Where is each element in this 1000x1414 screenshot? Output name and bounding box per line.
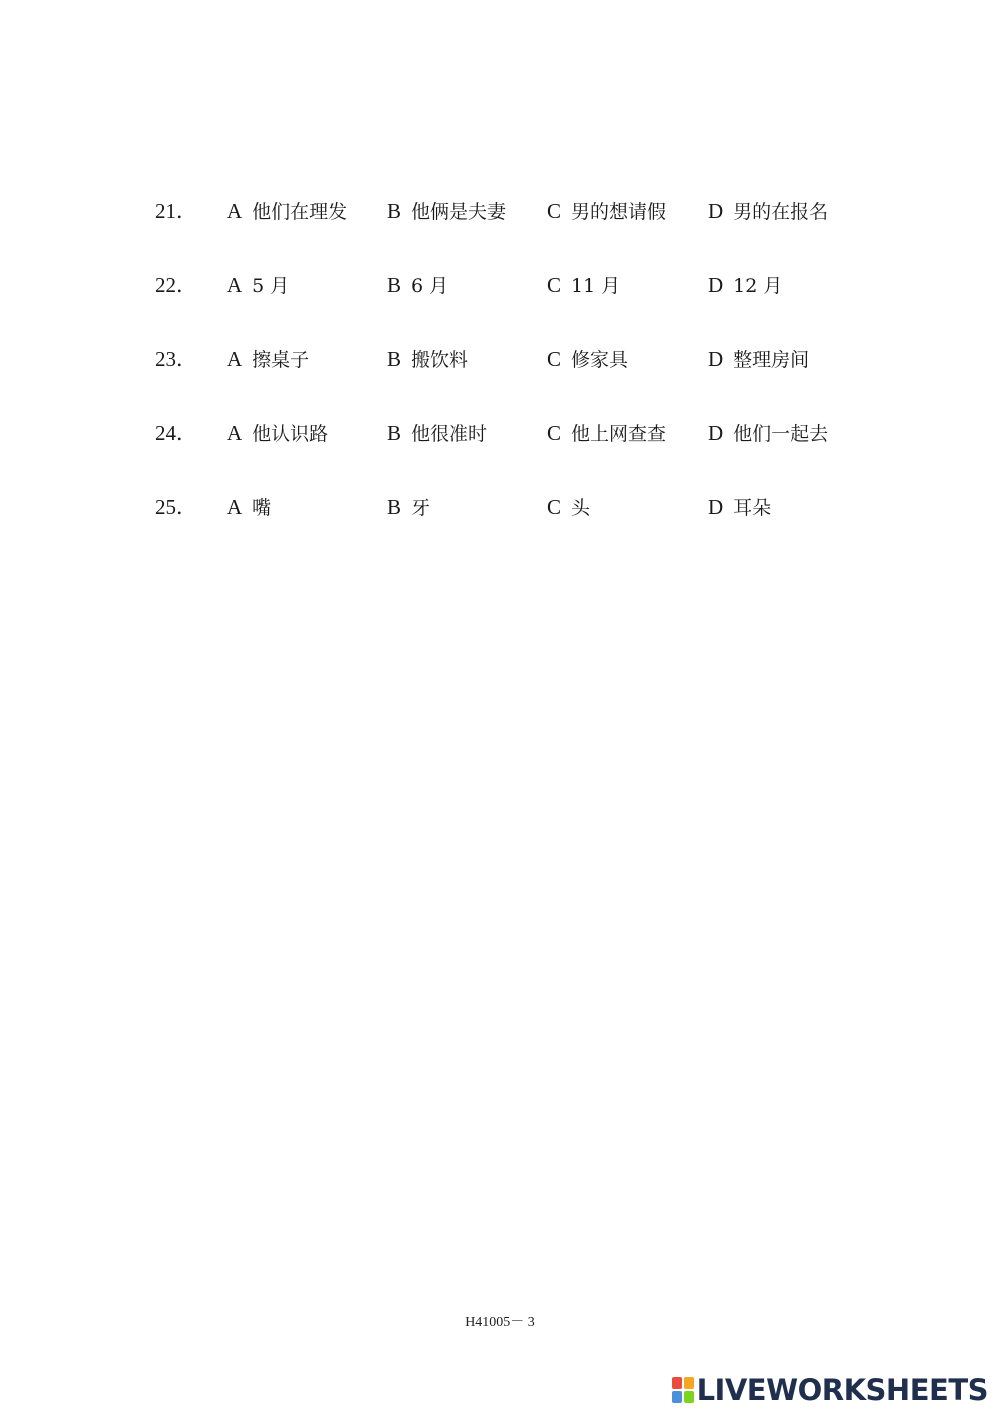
- option-text: 男的想请假: [571, 201, 667, 223]
- option-text: 搬饮料: [411, 349, 469, 371]
- question-row-23: [155, 344, 875, 418]
- option-letter: B: [387, 421, 402, 445]
- option-text: 6 月: [411, 275, 449, 297]
- option-letter: D: [708, 199, 724, 223]
- option-letter: A: [227, 347, 243, 371]
- option-text: 擦桌子: [252, 349, 310, 371]
- option-a[interactable]: [227, 196, 347, 227]
- option-b[interactable]: [387, 196, 506, 227]
- brand-logo[interactable]: [672, 1372, 988, 1408]
- option-text: 修家具: [571, 349, 629, 371]
- option-letter: B: [387, 347, 402, 371]
- question-number: 23．: [155, 347, 197, 371]
- option-text: 嘴: [252, 497, 272, 519]
- option-a[interactable]: [227, 492, 271, 523]
- option-c[interactable]: [547, 196, 666, 227]
- option-text: 他很准时: [411, 423, 488, 445]
- option-text: 他认识路: [252, 423, 329, 445]
- option-text: 11 月: [571, 275, 621, 297]
- option-b[interactable]: [387, 492, 430, 523]
- option-text: 他俩是夫妻: [411, 201, 507, 223]
- option-text: 12 月: [733, 275, 783, 297]
- option-d[interactable]: [708, 492, 771, 523]
- option-c[interactable]: [547, 344, 628, 375]
- option-text: 5 月: [252, 275, 290, 297]
- question-list: [155, 196, 875, 566]
- option-c[interactable]: [547, 270, 620, 301]
- page-code: H41005－ 3: [465, 1315, 535, 1330]
- option-letter: A: [227, 199, 243, 223]
- question-row-24: [155, 418, 875, 492]
- question-number: 21．: [155, 199, 197, 223]
- option-d[interactable]: [708, 270, 782, 301]
- option-a[interactable]: [227, 344, 309, 375]
- option-letter: D: [708, 273, 724, 297]
- question-number: 22．: [155, 273, 197, 297]
- option-d[interactable]: [708, 196, 828, 227]
- option-letter: B: [387, 495, 402, 519]
- option-text: 牙: [411, 497, 431, 519]
- question-row-21: [155, 196, 875, 270]
- option-text: 整理房间: [733, 349, 810, 371]
- question-number: 24．: [155, 421, 197, 445]
- option-letter: A: [227, 421, 243, 445]
- option-c[interactable]: [547, 492, 590, 523]
- option-text: 男的在报名: [733, 201, 829, 223]
- option-letter: A: [227, 495, 243, 519]
- option-b[interactable]: [387, 344, 468, 375]
- brand-mark-tile: [672, 1377, 682, 1389]
- option-letter: A: [227, 273, 243, 297]
- option-letter: C: [547, 421, 562, 445]
- option-letter: D: [708, 421, 724, 445]
- brand-mark-tile: [672, 1391, 682, 1403]
- option-text: 头: [571, 497, 591, 519]
- brand-name: LIVEWORKSHEETS: [696, 1373, 988, 1407]
- brand-mark-icon: [672, 1377, 694, 1403]
- option-c[interactable]: [547, 418, 666, 449]
- option-letter: C: [547, 495, 562, 519]
- question-row-25: [155, 492, 875, 566]
- question-number: 25．: [155, 495, 197, 519]
- option-b[interactable]: [387, 418, 487, 449]
- option-text: 他们在理发: [252, 201, 348, 223]
- option-b[interactable]: [387, 270, 448, 301]
- option-letter: C: [547, 347, 562, 371]
- option-letter: B: [387, 199, 402, 223]
- option-letter: D: [708, 347, 724, 371]
- option-d[interactable]: [708, 418, 828, 449]
- option-d[interactable]: [708, 344, 809, 375]
- brand-mark-tile: [684, 1377, 694, 1389]
- option-text: 耳朵: [733, 497, 772, 519]
- option-text: 他上网查查: [571, 423, 667, 445]
- option-a[interactable]: [227, 270, 289, 301]
- option-letter: C: [547, 199, 562, 223]
- brand-mark-tile: [684, 1391, 694, 1403]
- option-letter: C: [547, 273, 562, 297]
- option-text: 他们一起去: [733, 423, 829, 445]
- option-letter: D: [708, 495, 724, 519]
- question-row-22: [155, 270, 875, 344]
- option-letter: B: [387, 273, 402, 297]
- option-a[interactable]: [227, 418, 328, 449]
